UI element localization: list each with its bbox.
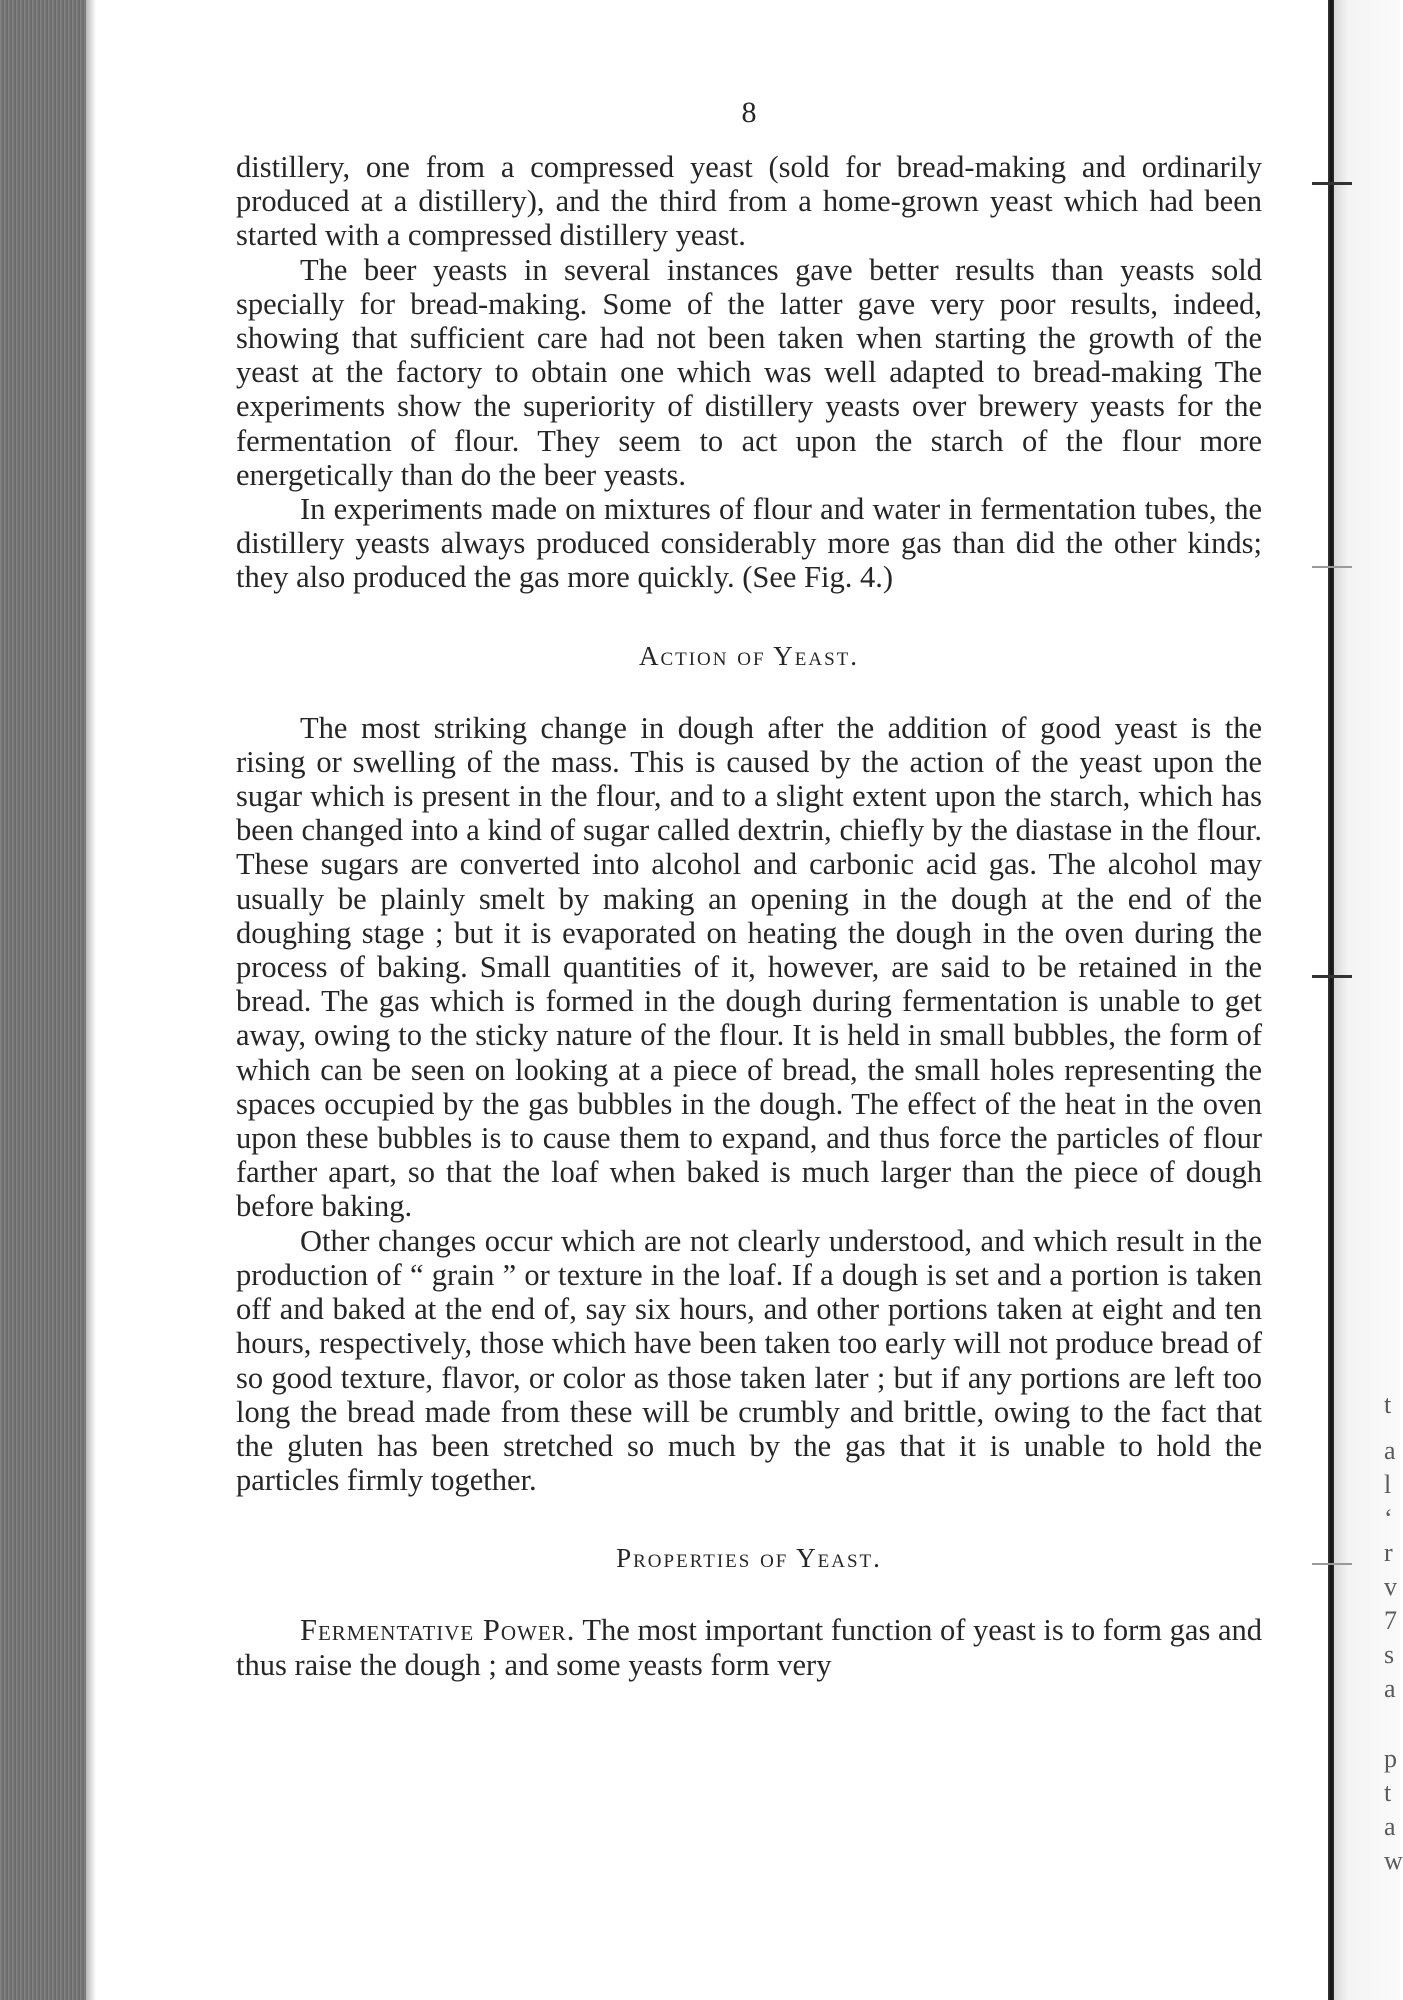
section-heading: Properties of Yeast. xyxy=(616,1543,882,1574)
page-text-block xyxy=(236,98,1262,1682)
facing-page-fragment: t xyxy=(1384,1778,1392,1807)
gutter-mark xyxy=(1312,1563,1352,1565)
paragraph: Other changes occur which are not clearly understood, and which result in the production of “ grain ” or texture in the loaf. If a dough is set and a portion is taken off and baked at the end of, say six hours, and other portions taken at eight and ten hours, respectively, those which have been taken too early will not produce bread of so good texture, flavor, or color as those taken later ; but if any portions are left too long the bread made from these will be crumbly and brittle, owing to the fact that the gluten has been stretched so much by the gas that it is unable to hold the particles firmly together. xyxy=(236,1223,1262,1498)
gutter-mark xyxy=(1312,975,1352,978)
run-in-heading: Fermentative Power. xyxy=(300,1613,576,1648)
facing-page-fragment: a xyxy=(1384,1812,1396,1841)
book-page-edges xyxy=(0,0,86,2000)
facing-page-fragment: a xyxy=(1384,1674,1396,1703)
paragraph: The beer yeasts in several instances gave better results than yeasts sold specially for bread-making. Some of the latter gave very poor results, indeed, showing that sufficient care had not been taken when starting the growth of the yeast at the factory to obtain one which was well adapted to bread-making The experiments show the superiority of distillery yeasts over brewery yeasts for the fermentation of flour. They seem to act upon the starch of the flour more energetically than do the beer yeasts. xyxy=(236,252,1262,492)
paragraph xyxy=(236,1613,1262,1681)
paragraph: The most striking change in dough after the addition of good yeast is the rising or swelling of the mass. This is caused by the action of the yeast upon the sugar which is present in the flour, and to a slight extent upon the starch, which has been changed into a kind of sugar called dextrin, chiefly by the diastase in the flour. These sugars are converted into alcohol and carbonic acid gas. The alcohol may usually be plainly smelt by making an opening in the dough at the end of the doughing stage ; but it is evaporated on heating the dough in the oven during the process of baking. Small quantities of it, however, are said to be retained in the bread. The gas which is formed in the dough during fermentation is unable to get away, owing to the sticky nature of the flour. It is held in small bubbles, the form of which can be seen on looking at a piece of bread, the small holes representing the spaces occupied by the gas bubbles in the dough. The effect of the heat in the oven upon these bubbles is to cause them to expand, and thus force the particles of flour farther apart, so that the loaf when baked is much larger than the piece of dough before baking. xyxy=(236,710,1262,1224)
paragraph: In experiments made on mixtures of flour and water in fermentation tubes, the distillery yeasts always produced considerably more gas than did the other kinds; they also produced the gas more quickly. (See Fig. 4.) xyxy=(236,492,1262,595)
gutter-mark xyxy=(1312,182,1352,185)
facing-page-fragment: 7 xyxy=(1384,1606,1397,1635)
facing-page-fragment: r xyxy=(1384,1538,1393,1567)
page-number: 8 xyxy=(741,96,757,129)
paragraph: distillery, one from a compressed yeast (sold for bread-making and ordinarily produced at a distillery), and the third from a home-grown yeast which had been started with a compressed distillery yeast. xyxy=(236,150,1262,253)
facing-page-fragment: w xyxy=(1384,1846,1403,1875)
facing-page-fragment: p xyxy=(1384,1744,1397,1773)
section-heading: Action of Yeast. xyxy=(638,640,860,671)
facing-page-fragment: s xyxy=(1384,1640,1395,1669)
facing-page-fragment: t xyxy=(1384,1390,1392,1419)
facing-page-fragment: l xyxy=(1384,1470,1392,1499)
facing-page-fragment: ‘ xyxy=(1384,1504,1393,1533)
gutter-mark xyxy=(1312,566,1352,568)
facing-page-fragment: v xyxy=(1384,1572,1397,1601)
paragraph-text: The most important function of yeast is to form gas and thus raise the dough ; and some yeasts form very xyxy=(236,1613,1262,1682)
facing-page-fragment: a xyxy=(1384,1436,1396,1465)
